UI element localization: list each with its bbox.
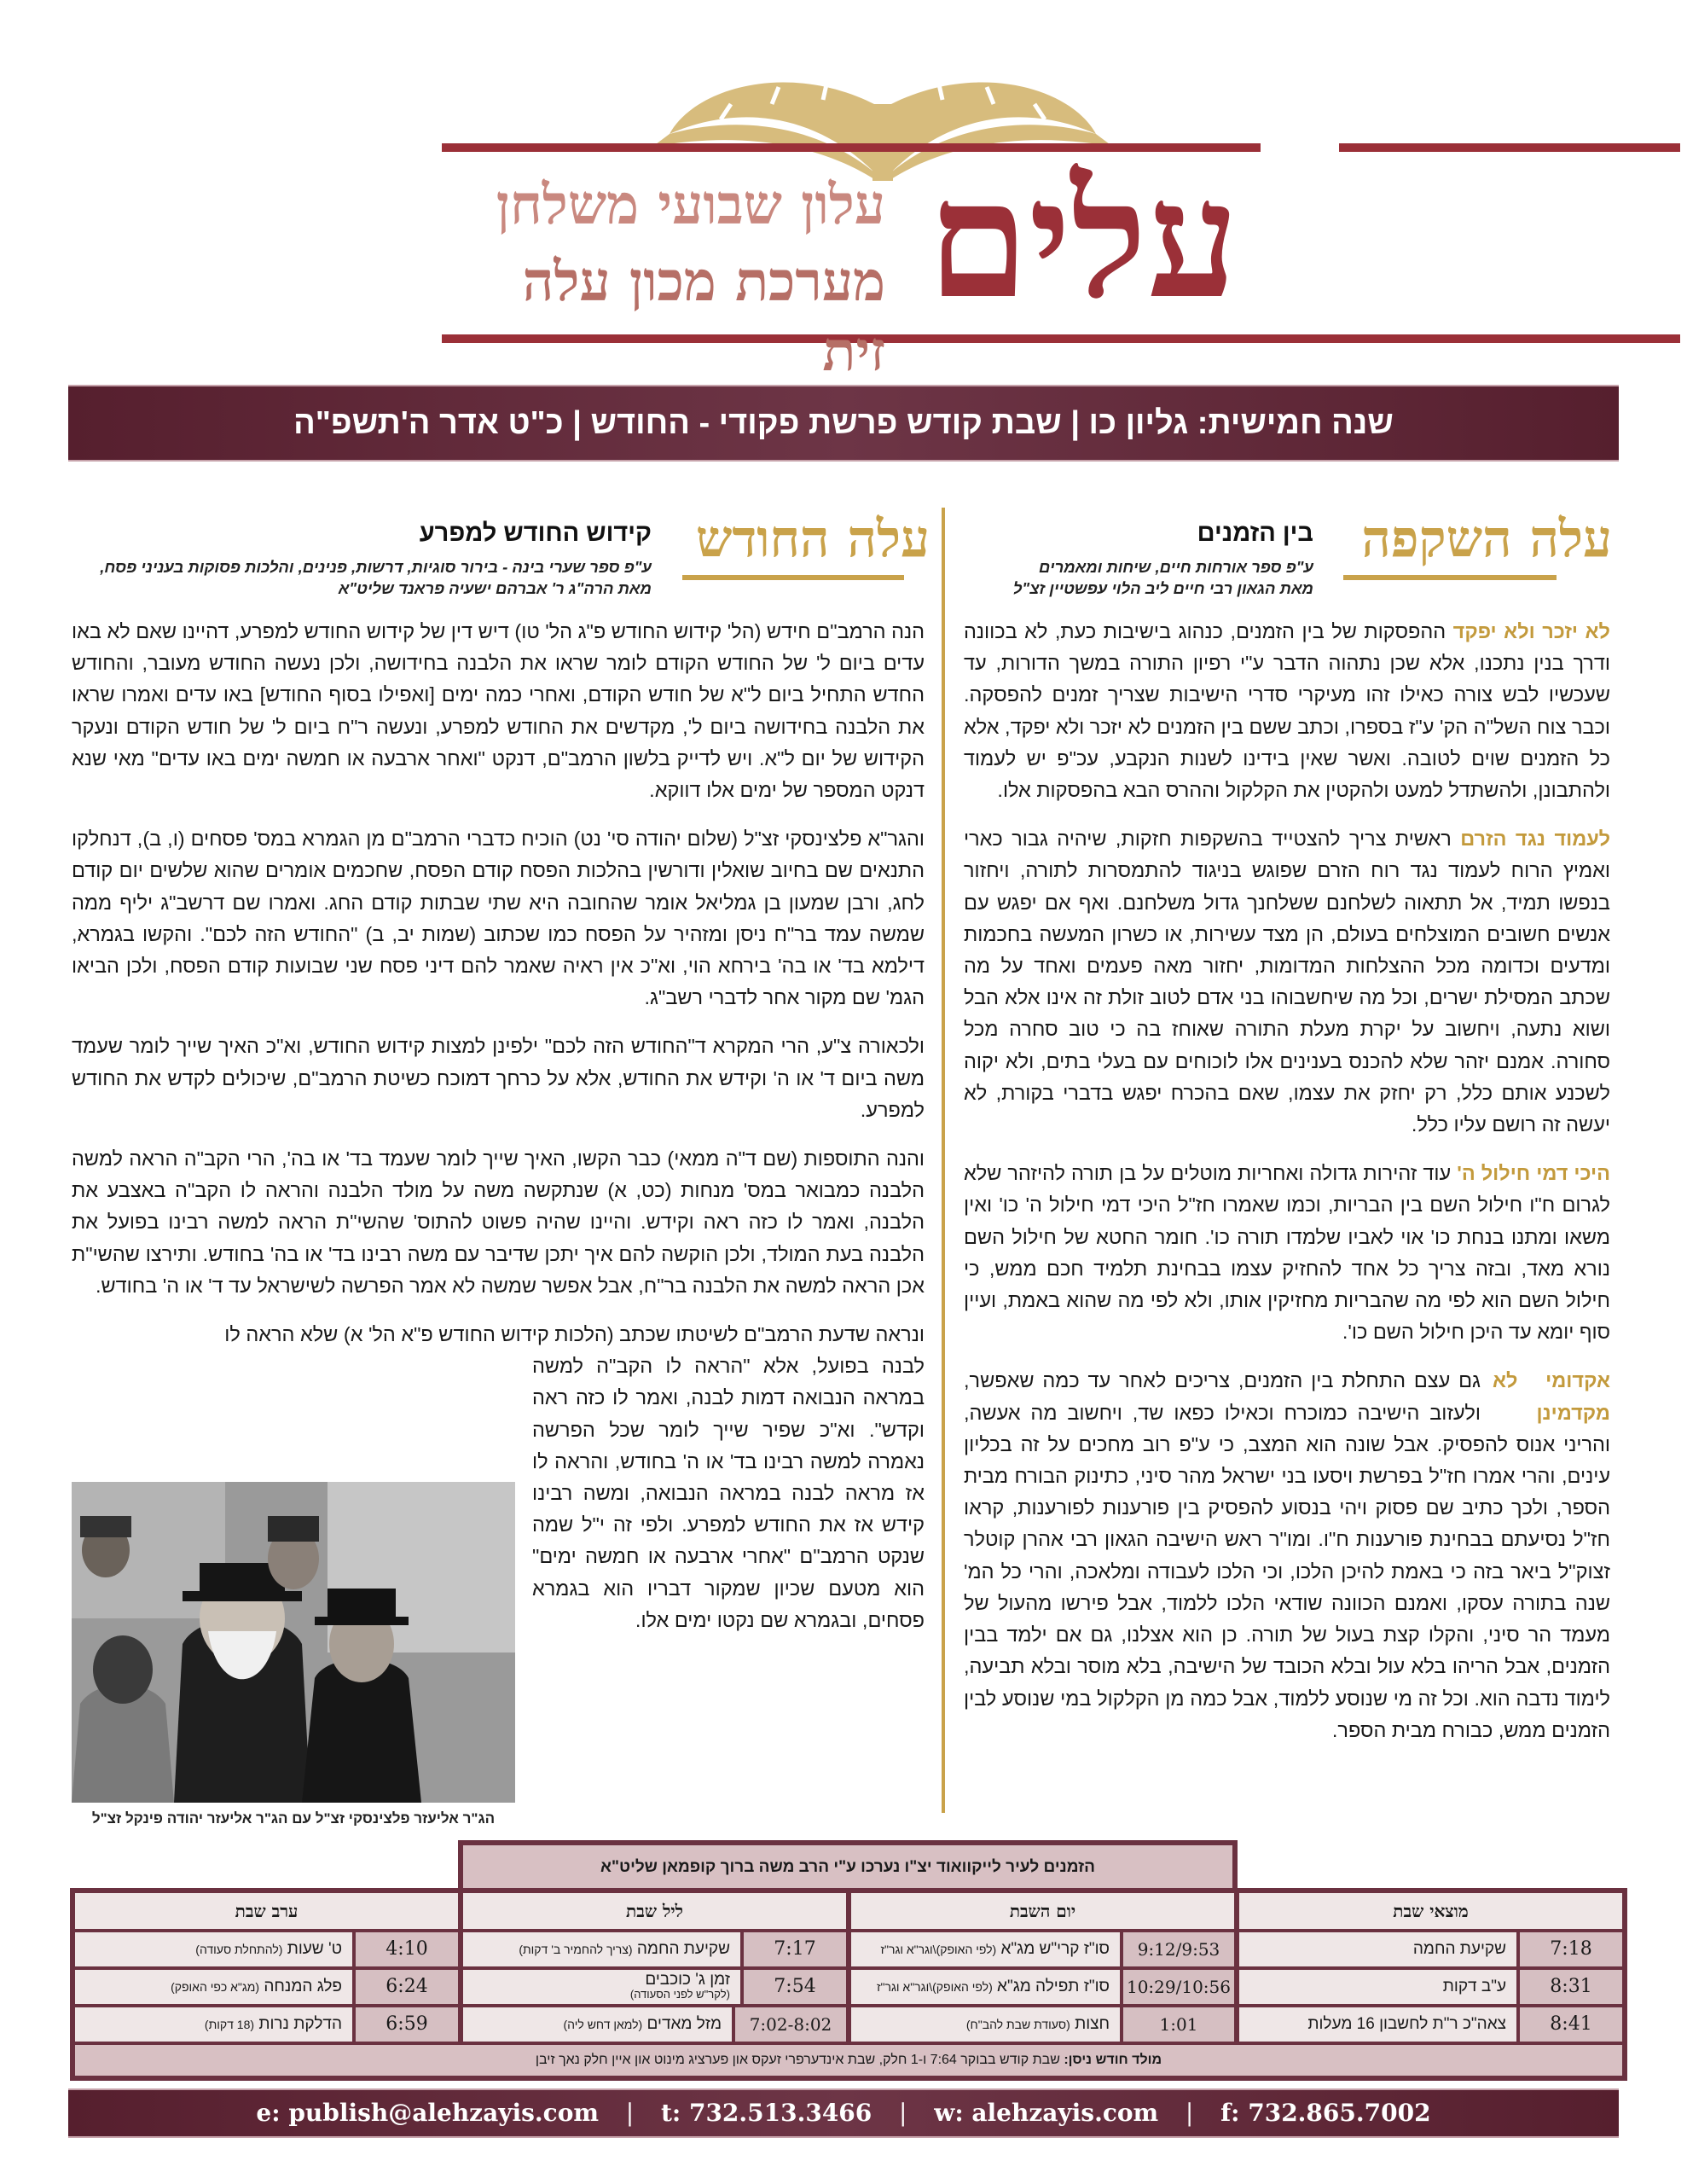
zman-time: 7:02-8:02 — [735, 2007, 846, 2042]
zmanim-row — [851, 2007, 1234, 2042]
zman-time: 10:29/10:56 — [1123, 1970, 1234, 2004]
photo-image-icon — [72, 1482, 515, 1803]
right-section-title: בין הזמנים — [1197, 520, 1313, 547]
zman-time: 4:10 — [356, 1932, 458, 1966]
publication-tagline: עלון שבועי משלחן — [496, 173, 885, 237]
zmanim-group-header: ליל שבת — [463, 1893, 846, 1929]
zmanim-row — [75, 1970, 458, 2004]
zman-time: 8:31 — [1520, 1970, 1622, 2004]
left-section-title: קידוש החודש למפרע — [419, 520, 652, 547]
zman-label: הדלקת נרות (18 דקות) — [75, 2007, 352, 2042]
zman-label: חצות (סעודת שבת להב"ח) — [851, 2007, 1120, 2042]
zmanim-group-yom-hashabbos — [851, 1893, 1234, 2045]
zman-label: ט' שעות (להתחלת סעודה) — [75, 1932, 352, 1966]
zmanim-group-header: יום השבת — [851, 1893, 1234, 1929]
zmanim-group-erev-shabbos — [75, 1893, 458, 2045]
article-paragraph — [964, 616, 1610, 806]
right-section-logo: עלה השקפה — [1361, 509, 1612, 569]
footer-fax: f: 732.865.7002 — [1220, 2099, 1431, 2127]
article-paragraph: והנה התוספות (שם ד"ה ממאי) כבר הקשו, האיך שייך לומר שעמד בד' או בה', הרי הקב"ה הראה למשה הלבנה כמבואר במס' מנחות (כט, א) שנתקשה משה על מולד הלבנה והראה לו הקב"ה באצבע את הלבנה, ואמר לו כזה ראה וקידש. והיינו שהיה פשוט להתוס' שהשי"ת הראה למשה רבינו בפועל את הלבנה בעת המולד, ולכן הוקשה להם איך יתכן שדיבר עם משה רבינו בד' או בה' בחודש. ותירצו שהשי"ת אכן הראה למשה את הלבנה בר"ח, אבל אפשר שמשה לא אמר הפרשה לשישראל עד ד' או ה' בחודש. — [72, 1147, 925, 1297]
right-article-body — [964, 616, 1610, 1763]
article-paragraph: הנה הרמב"ם חידש (הל' קידוש החודש פ"ג הל' טו) דיש דין של קידוש החודש למפרע, דהיינו שאם לא באו עדים ביום ל' של החודש הקודם לומר שראו את הלבנה בחידושה, ולכן נעשה החודש מעובר, והחודש החדש התחיל ביום ל"א של חודש הקודם, ואחרי כמה ימים [ואפילו בסוף החודש] באו עדים ואמרו שראו את הלבנה בחידושה ביום ל', מקדשים את החודש למפרע, ונעשה ר"ח ביום ל' של חודש הקודם ונעקר הקידוש של יום ל"א. ויש לדייק בלשון הרמב"ם, דנקט "ואחר ארבעה או חמשה ימים באו עדים" מאי שנא דנקט המספר של ימים אלו דווקא. — [72, 620, 925, 802]
left-section-credit-2: מאת הרה"ג ר' אברהם ישעיה פראנד שליט"א — [338, 579, 652, 597]
logo-rule-top-right — [1339, 143, 1680, 152]
zmanim-group-motzei-shabbos — [1239, 1893, 1622, 2045]
zman-label: סו"ז קרי"ש מג"א (לפי האופק)\וגר"א וגר"ז — [851, 1932, 1120, 1966]
article-paragraph — [964, 1365, 1610, 1745]
article-paragraph: ולכאורה צ"ע, הרי המקרא ד"החודש הזה לכם" ילפינן למצות קידוש החודש, וא"כ האיך שייך לומר שעמד משה ביום ד' או ה' וקידש את החודש, אלא על כרחך דמוכח כשיטת הרמב"ם, שיכולים לקדש את החודש למפרע. — [72, 1035, 925, 1121]
zman-label: סו"ז תפילה מג"א (לפי האופק)\וגר"א וגר"ז — [851, 1970, 1120, 2004]
issue-banner: שנה חמישית: גליון כו | שבת קודש פרשת פקודי - החודש | כ"ט אדר ה'תשפ"ה — [68, 385, 1619, 462]
publication-publisher: מערכת מכון עלה זית — [522, 250, 885, 384]
paragraph-text: עוד זהירות גדולה ואחריות מוטלים על בן תורה להיזהר שלא לגרום ח"ו חילול השם בין הבריות, וכמו שאמרו חז"ל היכי דמי חילול ה' כו' ואין משאו ומתנו בנחת כו' אוי לאביו שלמדו תורה כו'. חומר החטא של חילול השם נורא מאד, ובזה צריך כל אחד להחזיק עצמו בבחינת תלמיד חכם ממש, כי חילול השם הוא לפי מה שהבריות מחזיקין אותו, ולא לפי מה שהוא באמת, ועיין סוף יומא עד היכן חילול השם כו'. — [964, 1162, 1610, 1344]
zman-label: פלג המנחה (מג"א כפי האופק) — [75, 1970, 352, 2004]
footer-phone[interactable]: t: 732.513.3466 — [660, 2099, 872, 2127]
zmanim-group-leil-shabbos — [463, 1893, 846, 2045]
molad-label: מולד חודש ניסן: — [1064, 2053, 1162, 2067]
footer-separator: | — [625, 2099, 635, 2127]
zmanim-row — [463, 1932, 846, 1966]
article-paragraph — [964, 823, 1610, 1141]
zmanim-row — [75, 1932, 458, 1966]
paragraph-lead: לא יזכר ולא יפקד — [1452, 620, 1610, 642]
zmanim-row — [75, 2007, 458, 2042]
paragraph-lead: אקדומי לא מקדמינן — [1493, 1369, 1610, 1424]
paragraph-lead: לעמוד נגד הזרם — [1460, 828, 1611, 851]
right-section-credit-2: מאת הגאון רבי חיים ליב הלוי עפשטיין זצ"ל — [1012, 579, 1313, 597]
zmanim-row — [1239, 2007, 1622, 2042]
right-section-credit-1: ע"פ ספר אורחות חיים, שיחות ומאמרים — [1039, 558, 1313, 576]
rabbis-photo — [72, 1482, 515, 1803]
left-section-logo: עלה החודש — [695, 509, 930, 569]
footer-separator: | — [899, 2099, 907, 2127]
footer-email-link[interactable]: e: publish@alehzayis.com — [256, 2099, 599, 2127]
zmanim-row — [851, 1970, 1234, 2004]
zman-time: 7:18 — [1520, 1932, 1622, 1966]
zman-time: 9:12/9:53 — [1123, 1932, 1234, 1966]
paragraph-lead: היכי דמי חילול ה' — [1457, 1162, 1611, 1185]
zman-time: 6:59 — [356, 2007, 458, 2042]
zman-time: 7:54 — [744, 1970, 846, 2004]
zmanim-row — [1239, 1970, 1622, 2004]
zmanim-row — [463, 1970, 846, 2004]
zman-label: ע"ב דקות — [1239, 1970, 1516, 2004]
article-paragraph-first-line: ונראה שדעת הרמב"ם לשיטתו שכתב (הלכות קידוש החודש פ"א הל' א) שלא הראה לו — [224, 1323, 925, 1346]
contact-footer — [68, 2088, 1619, 2138]
column-divider — [942, 508, 945, 1813]
paragraph-text: גם עצם התחלת בין הזמנים, צריכים לאחר עד כמה שאפשר, ולעזוב הישיבה כמוכרח וכאילו כפאו שד, ויחשוב מה אעשה, והריני אנוס להפסיק. אבל שונה הוא המצב, כי ע"פ רוב מחכים על זה בכליון עינים, והרי אמרו חז"ל בפרשת ויסעו בני ישראל מהר סיני, כתינוק הבורח מבית הספר, ולכך כתיב שם פסוק ויהי בנסוע להפסיק בין פורענות לפורענות, קראו חז"ל נסיעתם בבחינת פורענות ח"ו. ומו"ר ראש הישיבה הגאון רבי אהרן קוטלר זצוק"ל ביאר בזה כי באמת להיכן הלכו, וכי הלכו לעבודה ומלאכה, והרי כל המ' שנה בתורה עסקו, ואמנם הכוונה שודאי הלכו ללמוד, אבל פירשו מהעול של מעמד הר סיני, והקלו קצת בעול של תורה. כן הוא אצלנו, גם אם ילמד בבין הזמנים, אבל הריהו בלא עול ובלא הכובד של הישיבה, בלא מוסר ובלא תביעה, לימוד נדבה הוא. וכל זה מי שנוסע ללמוד, אבל כמה מן הקלקול במי שנוסע לבין הזמנים ממש, כבורח מבית הספר. — [964, 1369, 1610, 1741]
zman-time: 8:41 — [1520, 2007, 1622, 2042]
right-section-logo-underline — [1343, 575, 1557, 580]
zman-label: צאה"כ ר"ת לחשבון 16 מעלות — [1239, 2007, 1516, 2042]
zman-time: 1:01 — [1123, 2007, 1234, 2042]
zman-time: 7:17 — [744, 1932, 846, 1966]
left-section-logo-underline — [682, 575, 904, 580]
molad-announcement — [70, 2045, 1627, 2081]
footer-separator: | — [1185, 2099, 1194, 2127]
article-paragraph: והגר"א פלצינסקי זצ"ל (שלום יהודה סי' נט) הוכיח כדברי הרמב"ם מן הגמרא במס' פסחים (ו, ב), דנחלקו התנאים שם בחיוב שואלין ודורשין בהלכות הפסח קודם הפסח, שחכמים אומרים שהוא שלשים יום קודם לחג, ורבן שמעון בן גמליאל אומר שהחובה היא שתי שבתות קודם החג. ואמרו שם דרשב"ג יליף ממה שמשה עמד בר"ח ניסן ומזהיר על הפסח כמו שכתוב (שמות יב, ב) "החודש הזה לכם". והקשו בגמרא, דילמא בד' או בה' בירחא הוי, וא"כ אין ראיה שאמר להם דיני פסח שני שבועות קודם הפסח, ולכן הביאו הגמ' שם מקור אחר לדברי רשב"ג. — [72, 828, 925, 1009]
zman-time: 6:24 — [356, 1970, 458, 2004]
zmanim-table — [70, 1888, 1627, 2050]
paragraph-text: ראשית צריך להצטייד בהשקפות חזקות, שיהיה גבור כארי ואמיץ הרוח לעמוד נגד רוח הזרם שפוגש בניגוד להתמסרות לתורה, ויחזור בנפשו תמיד, אל תתאוה לשלחנם ששלחנך גדול משלחנם. ואף אם יפגש עם אנשים חשובים המוצלחים בעולם, הן מצד עשירות, או כשרון המעשה בחכמות ומדעים וכדומה מכל ההצלחות המדומות, יחזור מאה פעמים ואחד על מה שכתב המסילת ישרים, וכל מה שיחשבוהו בני אדם לטוב זולת זה אינו אלא הבל ושוא נתעה, ויחשוב על יקרת מעלת התורה שאוחז בה כי טוב סחרה מכל סחורה. אמנם יזהר שלא להכנס בענינים אלו לוכוחים עם בעלי בתים, ולא יקוה לשכנע אותם כלל, רק יחזק את עצמו, שאם בהכרח יפגש בדברי בקורת, לא יעשה זה רושם עליו כלל. — [964, 828, 1610, 1136]
zmanim-group-header: ערב שבת — [75, 1893, 458, 1929]
article-paragraph-wrapped: לבנה בפועל, אלא "הראה לו הקב"ה למשה במראה הנבואה דמות לבנה, ואמר לו כזה ראה וקדש". וא"כ שפיר שייך לומר שכל הפרשה נאמרה למשה רבינו בד' או ה' בחודש, והראה לו אז מראה לבנה במראה הנבואה, ומשה רבינו קידש אז את החודש למפרע. ולפי זה י"ל שמה שנקט הרמב"ם "אחרי ארבעה או חמשה ימים" הוא מטעם שכיון שמקור דבריו הוא בגמרא פסחים, ובגמרא שם נקטו ימים אלו. — [532, 1355, 925, 1631]
publication-logo: עלים — [927, 144, 1239, 334]
zman-label: מזל מאדים (למאן דחש ליה) — [463, 2007, 732, 2042]
article-paragraph — [964, 1158, 1610, 1348]
molad-text: שבת קודש בבוקר 7:64 ו-1 חלק, שבת אינדערפרי זעקס און פערציג מינוט און איין חלק נאך זיבן — [535, 2053, 1060, 2067]
zman-label: זמן ג' כוכבים (לקר"ש לפני הסעודה) — [463, 1970, 740, 2004]
zmanim-row — [463, 2007, 846, 2042]
paragraph-text: ההפסקות של בין הזמנים, כנהוג בישיבות כעת, לא בכוונה ודרך בנין נתכנו, אלא שכן נתהוה הדבר ע"י רפיון התורה במשך הדורות, עד שעכשיו לבש צורה כאילו זהו מעיקרי סדרי הישיבות שצריך זמנים להפסקה. וכבר צוח השל"ה הק' ע"ז בספרו, וכתב ששם בין הזמנים לא יזכר ולא יפקד, אלא כל הזמנים שוים לטובה. ואשר שאין בידינו לשנות הנקבע, עכ"פ יש לעמוד ולהתבונן, ולהשתדל למעט ולהקטין את הקלקול וההרס הבא בהפסקות אלו. — [964, 620, 1610, 802]
zmanim-group-header: מוצאי שבת — [1239, 1893, 1622, 1929]
zmanim-title: הזמנים לעיר לייקוואוד יצ"ו נערכו ע"י הרב משה ברוך קופמאן שליט"א — [458, 1840, 1238, 1890]
left-section-credit-1: ע"פ ספר שערי בינה - בירור סוגיות, דרשות, פנינים, והלכות פסוקות בעניני פסח, — [100, 558, 652, 576]
footer-website-link[interactable]: w: alehzayis.com — [934, 2099, 1159, 2127]
zman-label: שקיעת החמה (צריך להחמיר ב' דקות) — [463, 1932, 740, 1966]
zmanim-row — [851, 1932, 1234, 1966]
photo-caption: הג"ר אליעזר פלצינסקי זצ"ל עם הג"ר אליעזר יהודה פינקל זצ"ל — [91, 1810, 496, 1827]
zmanim-row — [1239, 1932, 1622, 1966]
zman-label: שקיעת החמה — [1239, 1932, 1516, 1966]
